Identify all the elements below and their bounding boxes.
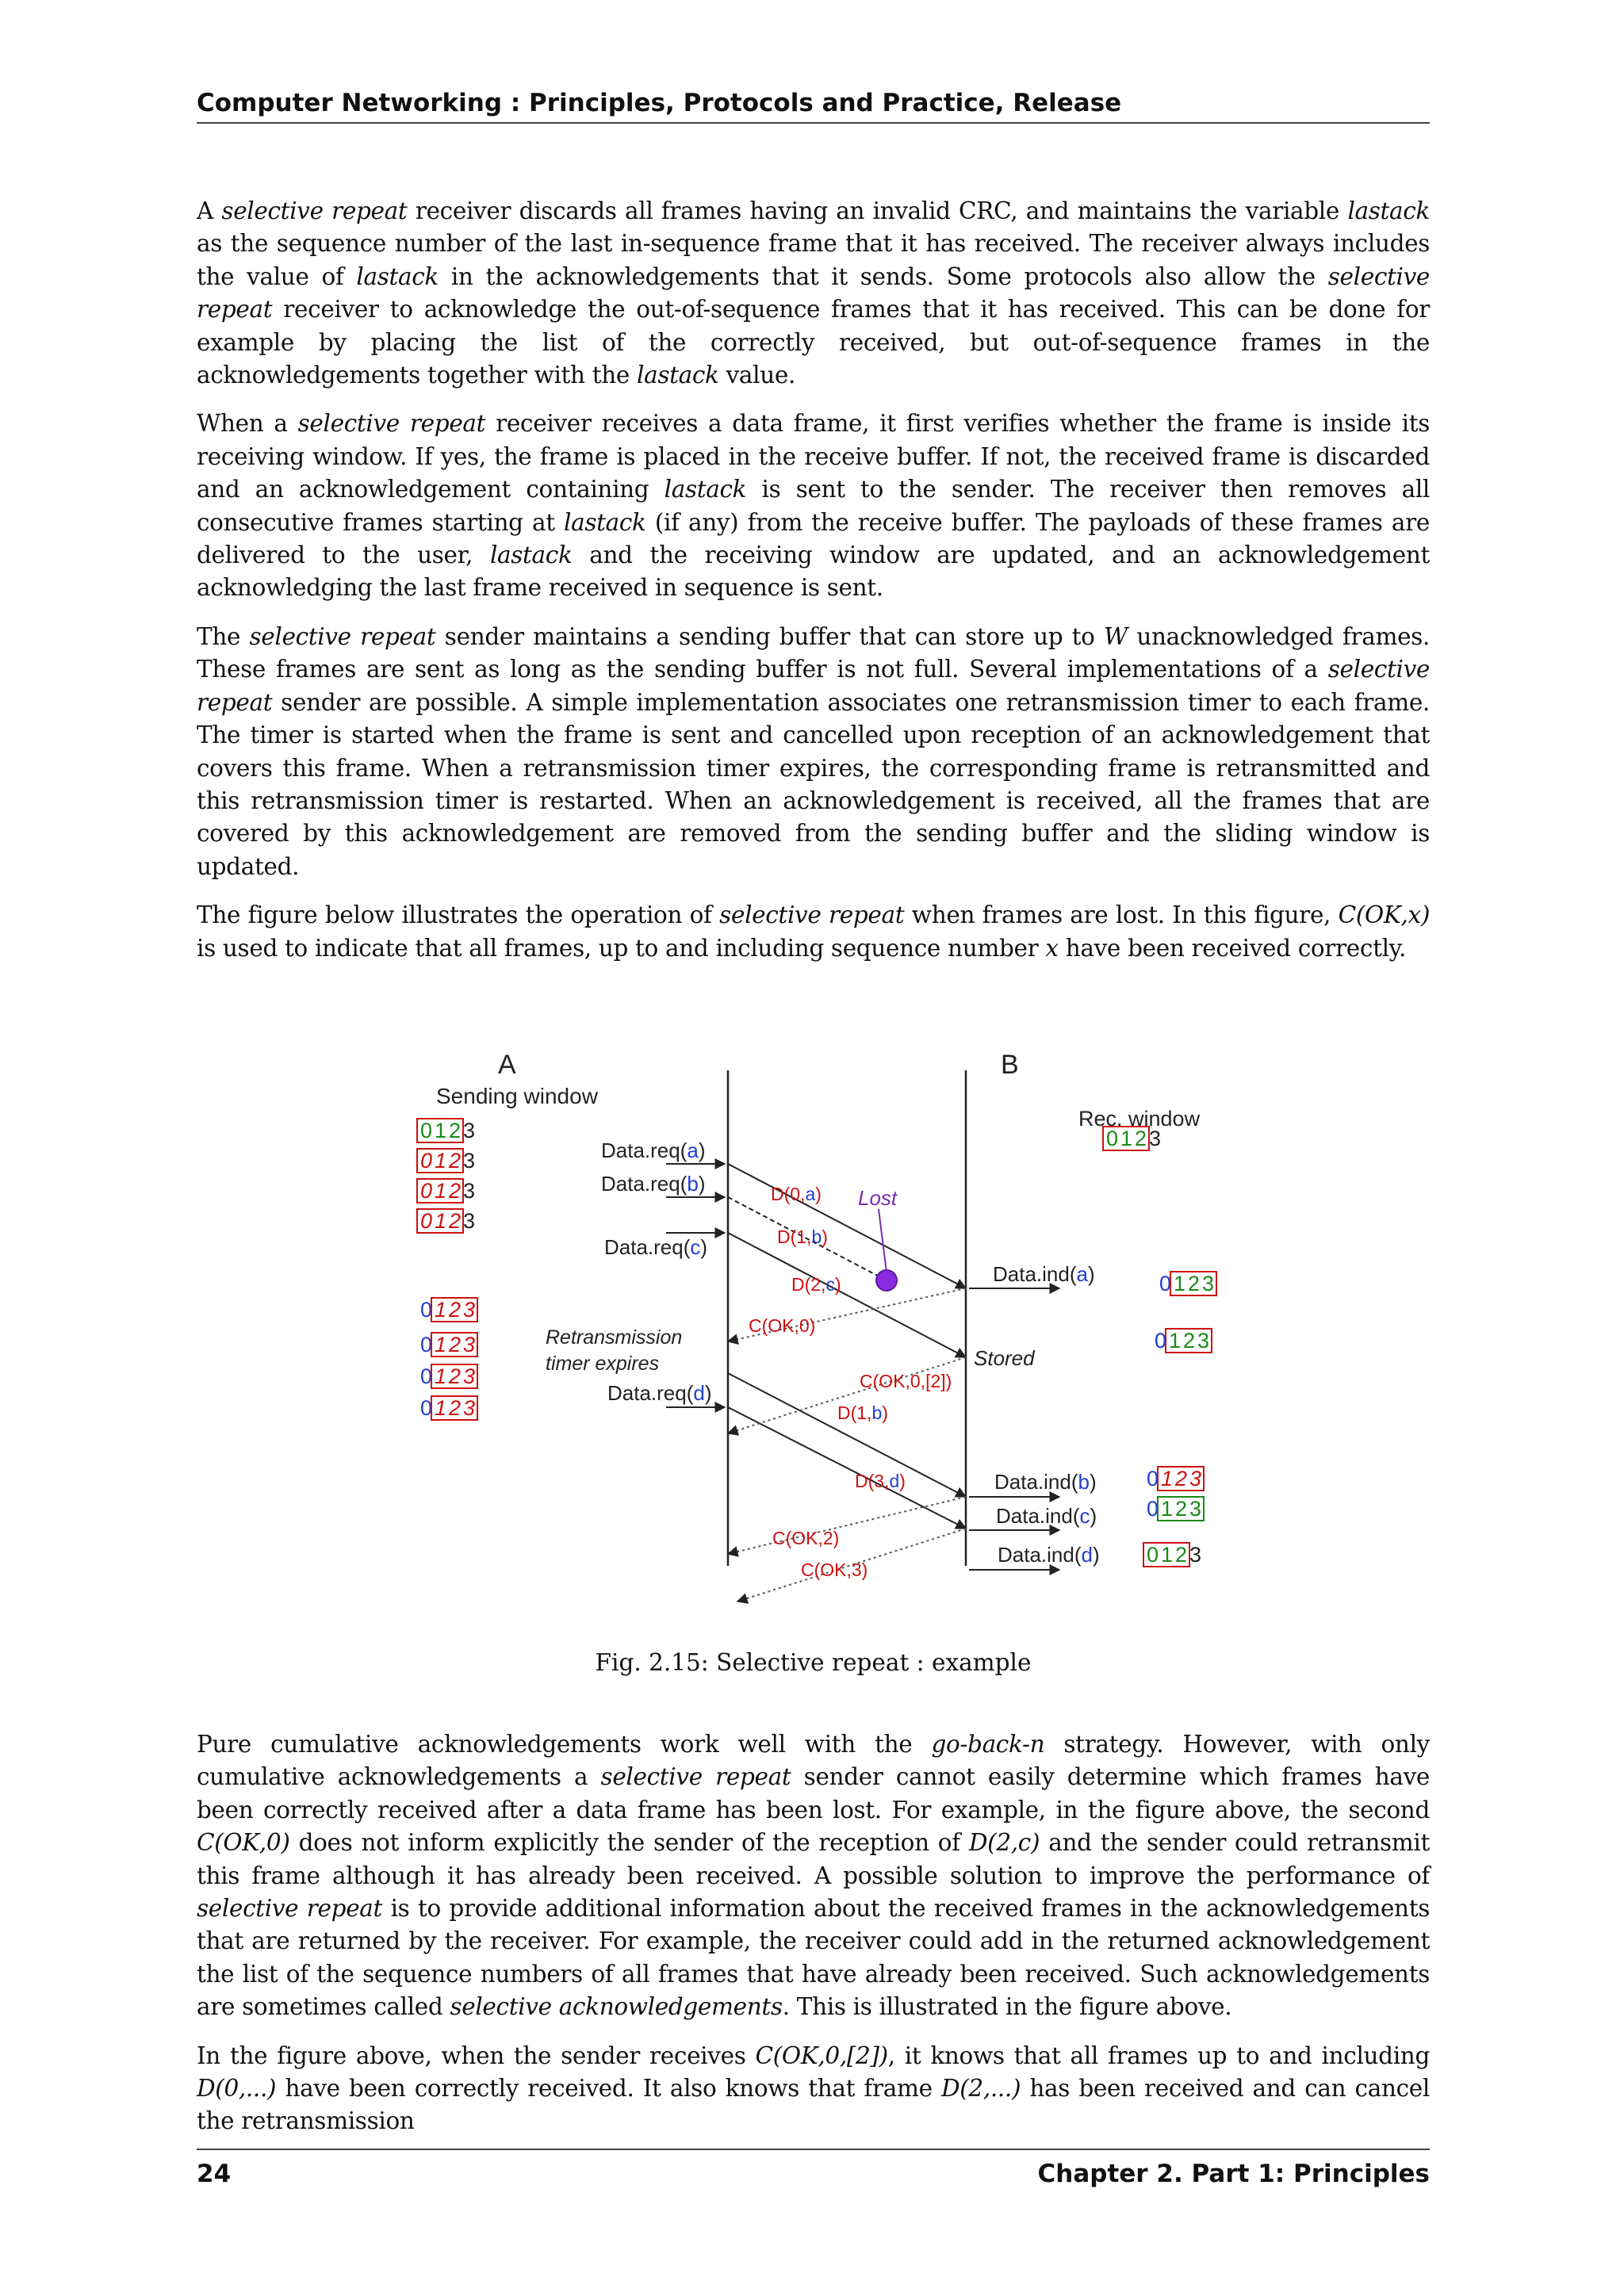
- page-footer: [197, 2149, 1430, 2188]
- window-digit: 3: [463, 1179, 476, 1203]
- sender-event-b: Data.req(b): [601, 1172, 706, 1196]
- window-digit: 1: [1174, 1272, 1186, 1295]
- rec-window-label: Rec. window: [1078, 1107, 1201, 1131]
- receiver-window-5: [1147, 1497, 1204, 1521]
- receiver-event-c: Data.ind(c): [996, 1504, 1097, 1528]
- msg-d0a: D(0,a): [771, 1184, 822, 1204]
- retransmission-label-1: Retransmission: [546, 1326, 683, 1349]
- paragraph-6: In the figure above, when the sender receives C(OK,0,[2]), it knows that all frames up to and including D(0,...) have been correctly received. It also knows that frame D(2,...) has been received and can cancel the retransmission: [197, 2042, 1430, 2135]
- window-digit: 2: [449, 1179, 462, 1203]
- receiver-window-3: [1155, 1329, 1212, 1353]
- window-digit: 0: [420, 1179, 433, 1203]
- window-digit: 3: [463, 1209, 476, 1233]
- window-digit: 0: [1147, 1543, 1159, 1567]
- host-a-label: A: [498, 1050, 516, 1080]
- sender-event-c: Data.req(c): [604, 1235, 708, 1259]
- window-digit: 2: [449, 1209, 462, 1233]
- window-digit: 1: [435, 1364, 447, 1388]
- receiver-window-6: [1143, 1543, 1201, 1567]
- window-digit: 0: [420, 1149, 433, 1173]
- window-digit: 3: [1202, 1272, 1215, 1295]
- window-digit: 3: [463, 1149, 476, 1173]
- msg-ack0-2: C(OK,0,[2]): [860, 1371, 952, 1391]
- msg-d1b-retransmit: D(1,b): [837, 1402, 888, 1423]
- window-digit: 3: [1189, 1543, 1202, 1567]
- window-digit: 0: [1147, 1497, 1159, 1521]
- window-digit: 2: [449, 1298, 462, 1322]
- window-digit: 0: [420, 1298, 433, 1322]
- arrow-d0a: [728, 1164, 966, 1288]
- window-digit: 3: [1189, 1497, 1202, 1521]
- window-digit: 1: [1169, 1329, 1182, 1353]
- sender-event-a: Data.req(a): [601, 1138, 706, 1162]
- window-digit: 0: [420, 1396, 433, 1420]
- lost-marker: [876, 1270, 897, 1291]
- selective-repeat-figure: [373, 1047, 1253, 1617]
- chapter-title: Chapter 2. Part 1: Principles: [1037, 2160, 1430, 2188]
- msg-d1b: D(1,b): [777, 1226, 828, 1247]
- window-digit: 2: [449, 1119, 462, 1142]
- sender-window-3: [417, 1179, 475, 1203]
- paragraph-4: The figure below illustrates the operation of selective repeat when frames are lost. In this figure, C(OK,x) is used to indicate that all frames, up to and including sequence number x have been received correctly.: [197, 901, 1431, 962]
- stored-label: Stored: [974, 1346, 1035, 1370]
- window-digit: 1: [1120, 1127, 1133, 1150]
- msg-ack0: C(OK,0): [749, 1315, 816, 1336]
- page-number: 24: [197, 2160, 232, 2188]
- receiver-window-1: [1103, 1127, 1161, 1150]
- window-digit: 3: [463, 1333, 476, 1357]
- window-digit: 2: [449, 1364, 462, 1388]
- arrow-d3d: [728, 1407, 966, 1529]
- lost-label: Lost: [858, 1186, 898, 1210]
- receiver-window-2: [1159, 1272, 1216, 1295]
- paragraph-3: The selective repeat sender maintains a sending buffer that can store up to W unacknowledged frames. These frames are sent as long as the sending buffer is not full. Several implementations of a selective repeat sender are possible. A simple implementation associates one retransmission timer to each frame. The timer is started when the frame is sent and cancelled upon reception of an acknowledgement that covers this frame. When a retransmission timer expires, the corresponding frame is retransmitted and this retransmission timer is restarted. When an acknowledgement is received, all the frames that are covered by this acknowledgement are removed from the sending buffer and the sliding window is updated.: [197, 622, 1430, 880]
- window-digit: 1: [435, 1396, 447, 1420]
- window-digit: 1: [1161, 1467, 1174, 1490]
- receiver-event-b: Data.ind(b): [994, 1470, 1097, 1494]
- msg-ack2: C(OK,2): [772, 1528, 840, 1548]
- window-digit: 3: [463, 1364, 476, 1388]
- window-digit: 0: [1106, 1127, 1119, 1150]
- arrow-d1b-retransmit: [728, 1373, 966, 1497]
- sender-window-5: [420, 1298, 477, 1322]
- retransmission-label-2: timer expires: [546, 1353, 660, 1375]
- window-digit: 2: [449, 1149, 462, 1173]
- sender-window-7: [420, 1364, 477, 1388]
- window-digit: 1: [435, 1209, 447, 1233]
- timing-diagram: [373, 1047, 1253, 1617]
- window-digit: 3: [1149, 1127, 1162, 1150]
- window-digit: 2: [1188, 1272, 1201, 1295]
- running-title: Computer Networking : Principles, Protocols and Practice, Release: [197, 89, 1122, 117]
- window-digit: 1: [435, 1333, 447, 1357]
- arrow-ack2: [728, 1497, 966, 1554]
- window-digit: 0: [1147, 1467, 1159, 1490]
- window-digit: 3: [463, 1396, 476, 1420]
- window-digit: 2: [1135, 1127, 1147, 1150]
- window-digit: 0: [1155, 1329, 1167, 1353]
- sender-window-8: [420, 1396, 477, 1420]
- sender-window-4: [417, 1209, 475, 1233]
- window-digit: 0: [420, 1119, 433, 1142]
- paragraph-1: A selective repeat receiver discards all frames having an invalid CRC, and maintains the variable lastack as the sequence number of the last in-sequence frame that it has received. The receiver always includes the value of lastack in the acknowledgements that it sends. Some protocols also allow the selective repeat receiver to acknowledge the out-of-sequence frames that it has received. This can be done for example by placing the list of the correctly received, but out-of-sequence frames in the acknowledgements together with the lastack value.: [197, 197, 1431, 389]
- window-digit: 1: [435, 1179, 447, 1203]
- window-digit: 0: [420, 1364, 433, 1388]
- window-digit: 2: [1175, 1543, 1188, 1567]
- msg-d2c: D(2,c): [791, 1274, 841, 1295]
- window-digit: 1: [1161, 1497, 1174, 1521]
- text-block-lower: [197, 1728, 1430, 2138]
- window-digit: 1: [435, 1149, 447, 1173]
- arrow-d2c: [728, 1233, 966, 1357]
- sender-window-2: [417, 1149, 475, 1173]
- sender-window-6: [420, 1333, 477, 1357]
- paragraph-2: When a selective repeat receiver receives a data frame, it first verifies whether the frame is inside its receiving window. If yes, the frame is placed in the receive buffer. If not, the received frame is discarded and an acknowledgement containing lastack is sent to the sender. The receiver then removes all consecutive frames starting at lastack (if any) from the receive buffer. The payloads of these frames are delivered to the user, lastack and the receiving window are updated, and an acknowledgement acknowledging the last frame received in sequence is sent.: [197, 410, 1430, 602]
- window-digit: 0: [420, 1209, 433, 1233]
- window-digit: 2: [1175, 1467, 1188, 1490]
- window-digit: 2: [1183, 1329, 1196, 1353]
- window-digit: 3: [463, 1119, 476, 1142]
- receiver-event-d: Data.ind(d): [998, 1543, 1100, 1567]
- window-digit: 1: [1161, 1543, 1174, 1567]
- msg-d3d: D(3,d): [855, 1471, 906, 1491]
- window-digit: 3: [1197, 1329, 1210, 1353]
- receiver-event-a: Data.ind(a): [993, 1262, 1095, 1286]
- host-b-label: B: [1001, 1050, 1019, 1080]
- sender-window-1: [417, 1119, 475, 1142]
- window-digit: 1: [435, 1298, 447, 1322]
- text-block-upper: [197, 195, 1430, 965]
- window-digit: 2: [1175, 1497, 1188, 1521]
- page-header: [197, 89, 1430, 124]
- sending-window-label: Sending window: [436, 1084, 598, 1108]
- sender-event-d: Data.req(d): [607, 1381, 712, 1405]
- receiver-window-4: [1147, 1467, 1204, 1490]
- msg-ack3: C(OK,3): [801, 1559, 868, 1580]
- window-digit: 0: [1159, 1272, 1172, 1295]
- window-digit: 3: [463, 1298, 476, 1322]
- window-digit: 2: [449, 1396, 462, 1420]
- paragraph-5: Pure cumulative acknowledgements work well with the go-back-n strategy. However, with only cumulative acknowledgements a selective repeat sender cannot easily determine which frames have been correctly received after a data frame has been lost. For example, in the figure above, the second C(OK,0) does not inform explicitly the sender of the reception of D(2,c) and the sender could retransmit this frame although it has already been received. A possible solution to improve the performance of selective repeat is to provide additional information about the received frames in the acknowledgements that are returned by the receiver. For example, the receiver could add in the returned acknowledgement the list of the sequence numbers of all frames that have already been received. Such acknowledgements are sometimes called selective acknowledgements. This is illustrated in the figure above.: [197, 1731, 1430, 2021]
- window-digit: 2: [449, 1333, 462, 1357]
- lost-pointer: [879, 1209, 887, 1272]
- window-digit: 3: [1189, 1467, 1202, 1490]
- figure-caption: Fig. 2.15: Selective repeat : example: [595, 1649, 1032, 1676]
- window-digit: 1: [435, 1119, 447, 1142]
- window-digit: 0: [420, 1333, 433, 1357]
